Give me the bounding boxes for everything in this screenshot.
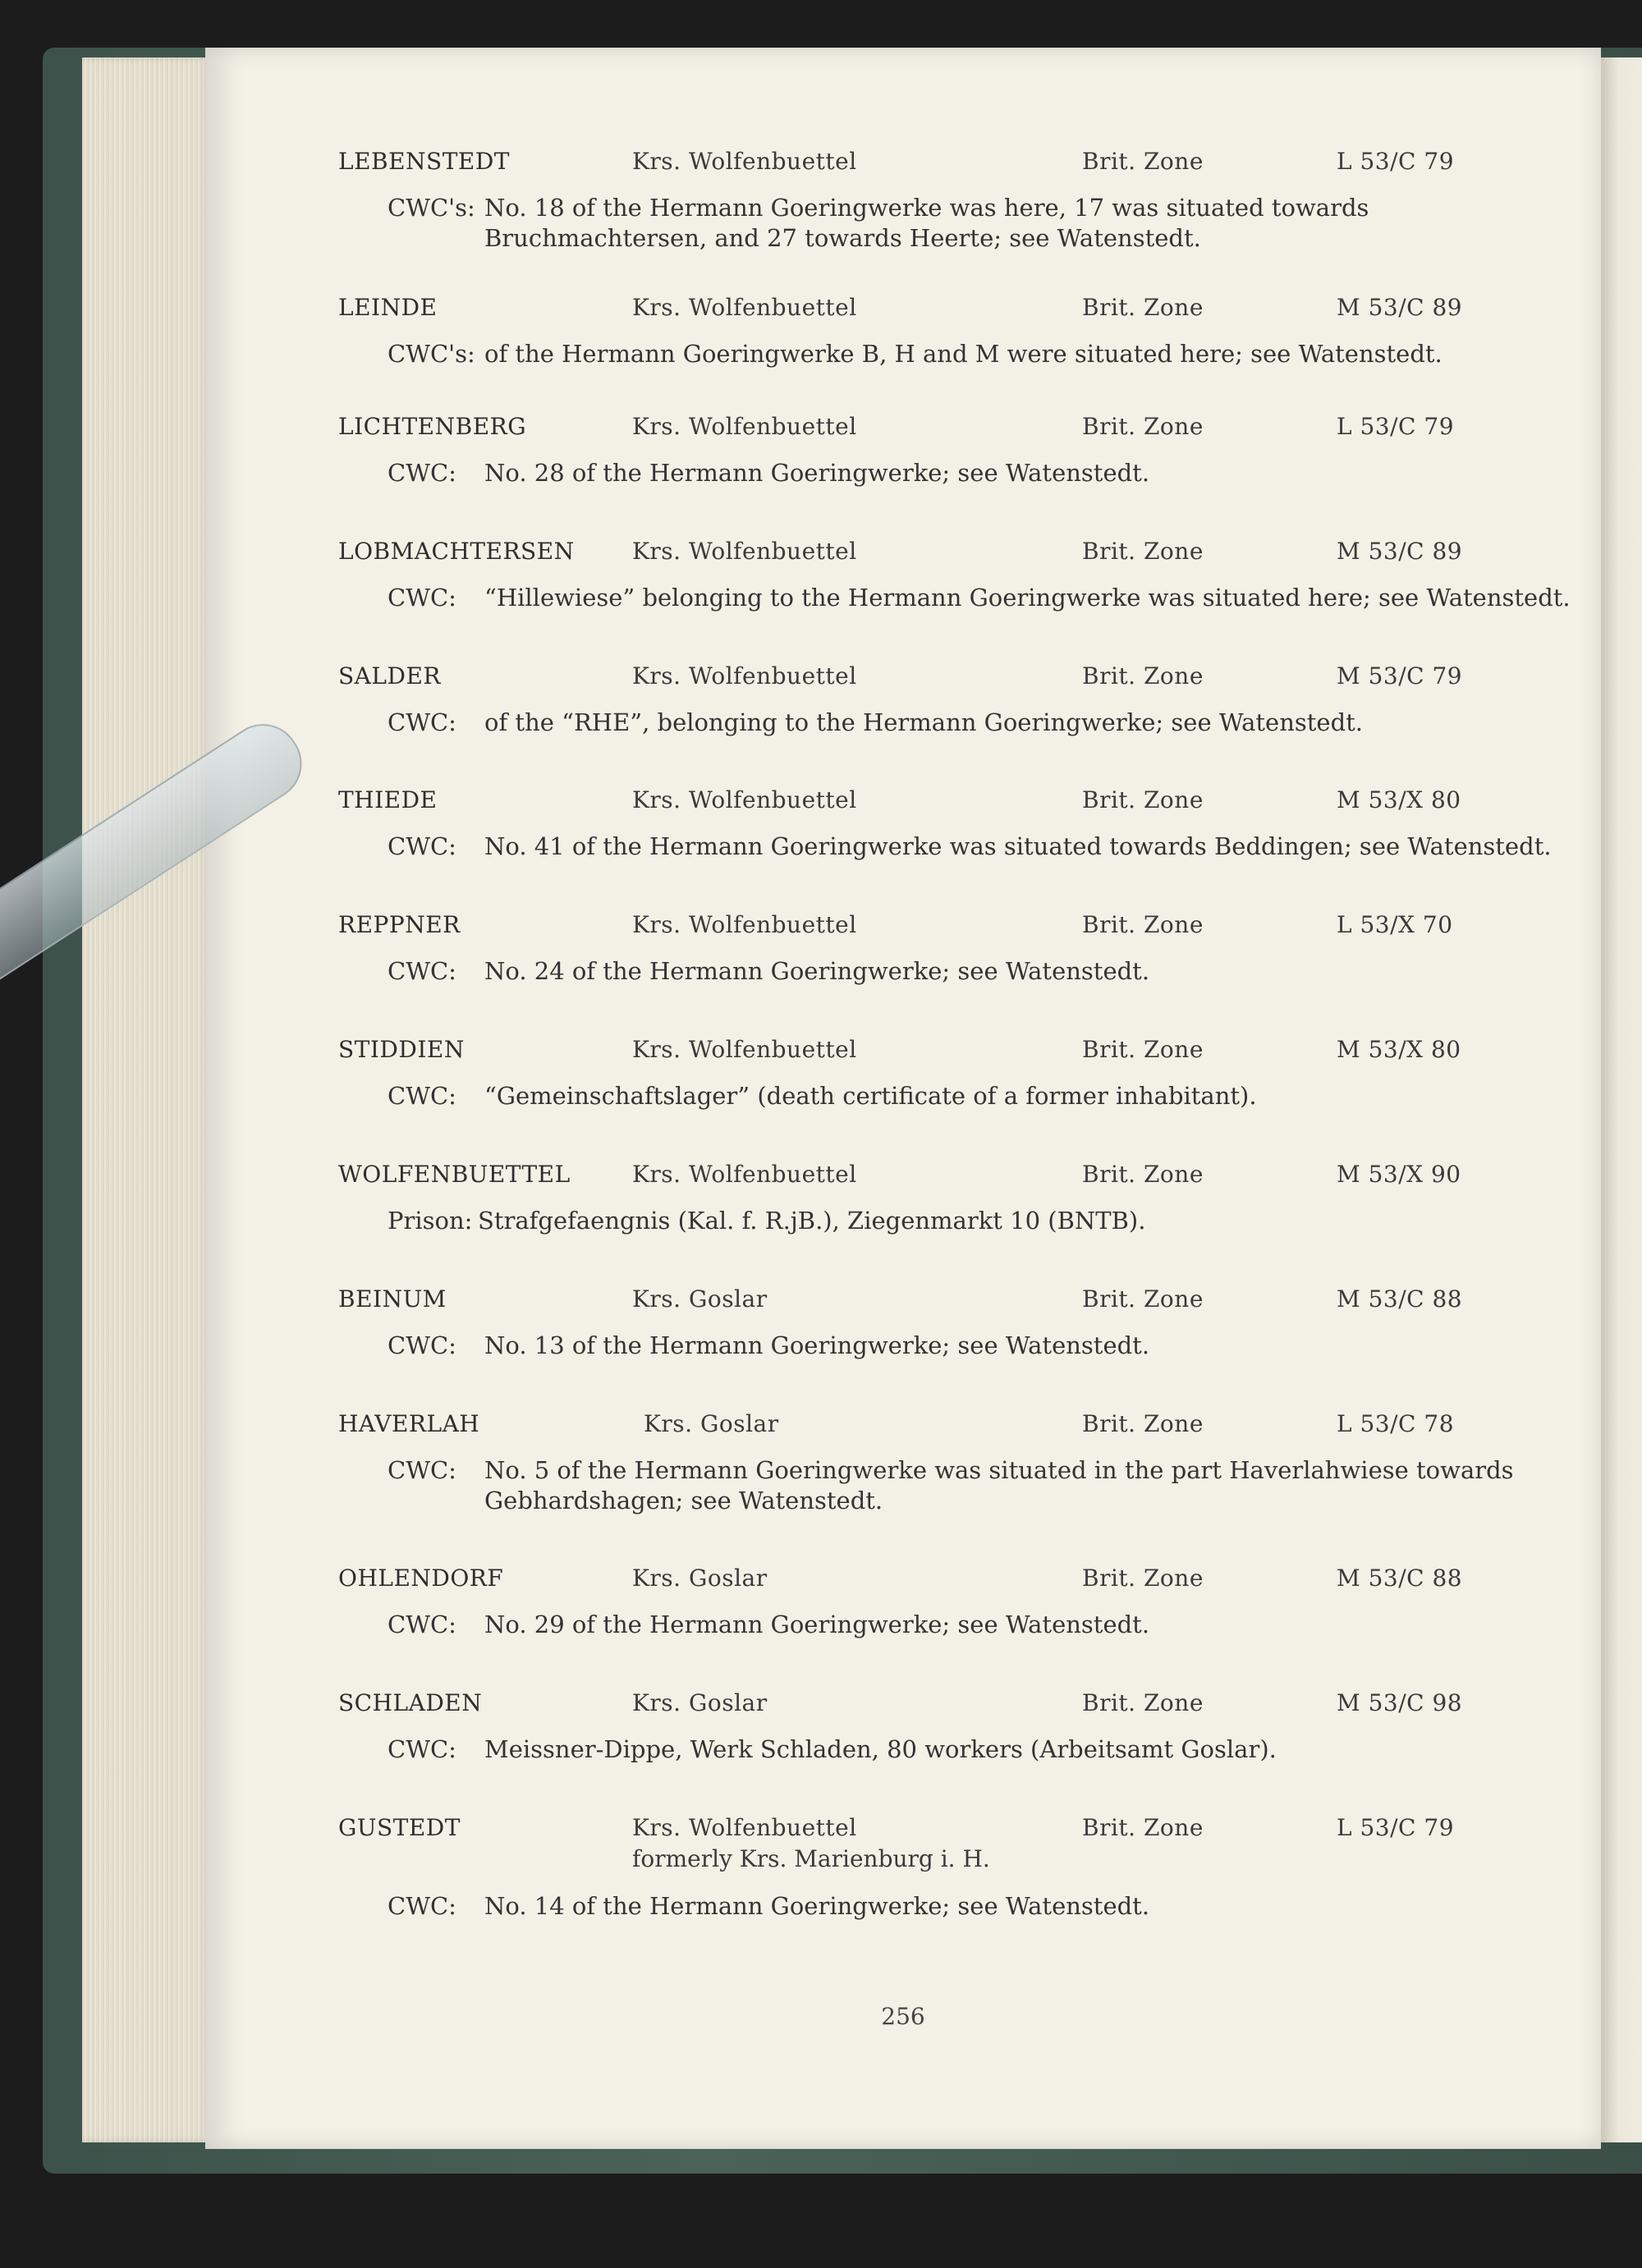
entry-label: CWC: [388, 584, 456, 612]
entry-text: No. 13 of the Hermann Goeringwerke; see Watenstedt. [484, 1331, 1150, 1359]
grid-reference: M 53/X 80 [1337, 1036, 1461, 1063]
place-name: LICHTENBERG [338, 413, 527, 440]
entry-label: CWC: [388, 459, 456, 487]
grid-reference: L 53/C 78 [1337, 1410, 1455, 1437]
district: Krs. Wolfenbuettel [632, 1161, 857, 1188]
entry-label: CWC: [388, 1082, 456, 1110]
entry-text: of the “RHE”, belonging to the Hermann Goeringwerke; see Watenstedt. [484, 708, 1364, 736]
page-number: 256 [881, 2003, 925, 2030]
zone: Brit. Zone [1082, 294, 1204, 321]
place-name: HAVERLAH [338, 1410, 480, 1437]
grid-reference: L 53/C 79 [1337, 1814, 1455, 1841]
page-edges [82, 57, 213, 2142]
place-name: BEINUM [338, 1285, 447, 1313]
entry-label: Prison: [388, 1207, 473, 1235]
zone: Brit. Zone [1082, 1814, 1204, 1841]
zone: Brit. Zone [1082, 1161, 1204, 1188]
entry-label: CWC: [388, 1892, 456, 1920]
place-name: THIEDE [338, 786, 438, 813]
grid-reference: L 53/C 79 [1337, 148, 1455, 175]
grid-reference: L 53/C 79 [1337, 413, 1455, 440]
entry-label: CWC: [388, 832, 456, 860]
district: Krs. Wolfenbuettel [632, 786, 857, 813]
place-name: LEBENSTEDT [338, 148, 510, 175]
district: Krs. Wolfenbuettel [632, 294, 857, 321]
zone: Brit. Zone [1082, 1285, 1204, 1313]
entry-label: CWC: [388, 1331, 456, 1359]
adjacent-page-edge [1599, 57, 1642, 2142]
district: Krs. Goslar [632, 1565, 768, 1592]
grid-reference: M 53/C 89 [1337, 294, 1463, 321]
grid-reference: M 53/C 98 [1337, 1689, 1463, 1716]
place-name: REPPNER [338, 911, 461, 938]
grid-reference: M 53/C 88 [1337, 1565, 1463, 1592]
grid-reference: L 53/X 70 [1337, 911, 1453, 938]
grid-reference: M 53/C 88 [1337, 1285, 1463, 1313]
entry-label: CWC: [388, 957, 456, 985]
district: Krs. Wolfenbuettel [632, 911, 857, 938]
district-note: formerly Krs. Marienburg i. H. [632, 1845, 990, 1872]
district: Krs. Goslar [644, 1410, 779, 1437]
place-name: OHLENDORF [338, 1565, 504, 1592]
zone: Brit. Zone [1082, 1565, 1204, 1592]
entry-label: CWC: [388, 708, 456, 736]
zone: Brit. Zone [1082, 413, 1204, 440]
place-name: GUSTEDT [338, 1814, 461, 1841]
zone: Brit. Zone [1082, 786, 1204, 813]
place-name: WOLFENBUETTEL [338, 1161, 571, 1188]
entry-label: CWC: [388, 1456, 456, 1484]
place-name: SALDER [338, 662, 441, 690]
entry-text: No. 18 of the Hermann Goeringwerke was here, 17 was situated towards Bruchmachtersen, and 27 towards Heerte; see Watenstedt. [484, 194, 1369, 252]
grid-reference: M 53/C 79 [1337, 662, 1463, 690]
place-name: LEINDE [338, 294, 438, 321]
district: Krs. Wolfenbuettel [632, 413, 857, 440]
zone: Brit. Zone [1082, 662, 1204, 690]
entry-text: No. 5 of the Hermann Goeringwerke was situated in the part Haverlahwiese towards Gebhardshagen; see Watenstedt. [484, 1456, 1514, 1514]
grid-reference: M 53/C 89 [1337, 538, 1463, 565]
district: Krs. Wolfenbuettel [632, 148, 857, 175]
zone: Brit. Zone [1082, 1689, 1204, 1716]
district: Krs. Goslar [632, 1285, 768, 1313]
district: Krs. Goslar [632, 1689, 768, 1716]
entry-text: Meissner-Dippe, Werk Schladen, 80 workers (Arbeitsamt Goslar). [484, 1735, 1277, 1763]
entry-label: CWC: [388, 1735, 456, 1763]
entry-label: CWC's: [388, 340, 475, 368]
district: Krs. Wolfenbuettel [632, 1814, 857, 1841]
zone: Brit. Zone [1082, 1410, 1204, 1437]
entry-text: “Hillewiese” belonging to the Hermann Goeringwerke was situated here; see Watenstedt. [484, 584, 1571, 612]
place-name: STIDDIEN [338, 1036, 465, 1063]
entry-text: No. 24 of the Hermann Goeringwerke; see Watenstedt. [484, 957, 1150, 985]
entry-text: “Gemeinschaftslager” (death certificate of a former inhabitant). [484, 1082, 1257, 1110]
zone: Brit. Zone [1082, 538, 1204, 565]
grid-reference: M 53/X 90 [1337, 1161, 1461, 1188]
zone: Brit. Zone [1082, 1036, 1204, 1063]
entry-text: No. 29 of the Hermann Goeringwerke; see Watenstedt. [484, 1611, 1150, 1638]
entry-text: No. 28 of the Hermann Goeringwerke; see Watenstedt. [484, 459, 1150, 487]
book-page [205, 48, 1601, 2149]
place-name: LOBMACHTERSEN [338, 538, 575, 565]
entry-text: Strafgefaengnis (Kal. f. R.jB.), Ziegenmarkt 10 (BNTB). [478, 1207, 1146, 1235]
grid-reference: M 53/X 80 [1337, 786, 1461, 813]
district: Krs. Wolfenbuettel [632, 538, 857, 565]
zone: Brit. Zone [1082, 911, 1204, 938]
district: Krs. Wolfenbuettel [632, 1036, 857, 1063]
entry-label: CWC's: [388, 194, 475, 222]
entry-text: of the Hermann Goeringwerke B, H and M were situated here; see Watenstedt. [484, 340, 1442, 368]
entry-text: No. 14 of the Hermann Goeringwerke; see Watenstedt. [484, 1892, 1150, 1920]
zone: Brit. Zone [1082, 148, 1204, 175]
place-name: SCHLADEN [338, 1689, 483, 1716]
entry-label: CWC: [388, 1611, 456, 1638]
district: Krs. Wolfenbuettel [632, 662, 857, 690]
entry-text: No. 41 of the Hermann Goeringwerke was situated towards Beddingen; see Watenstedt. [484, 832, 1552, 860]
